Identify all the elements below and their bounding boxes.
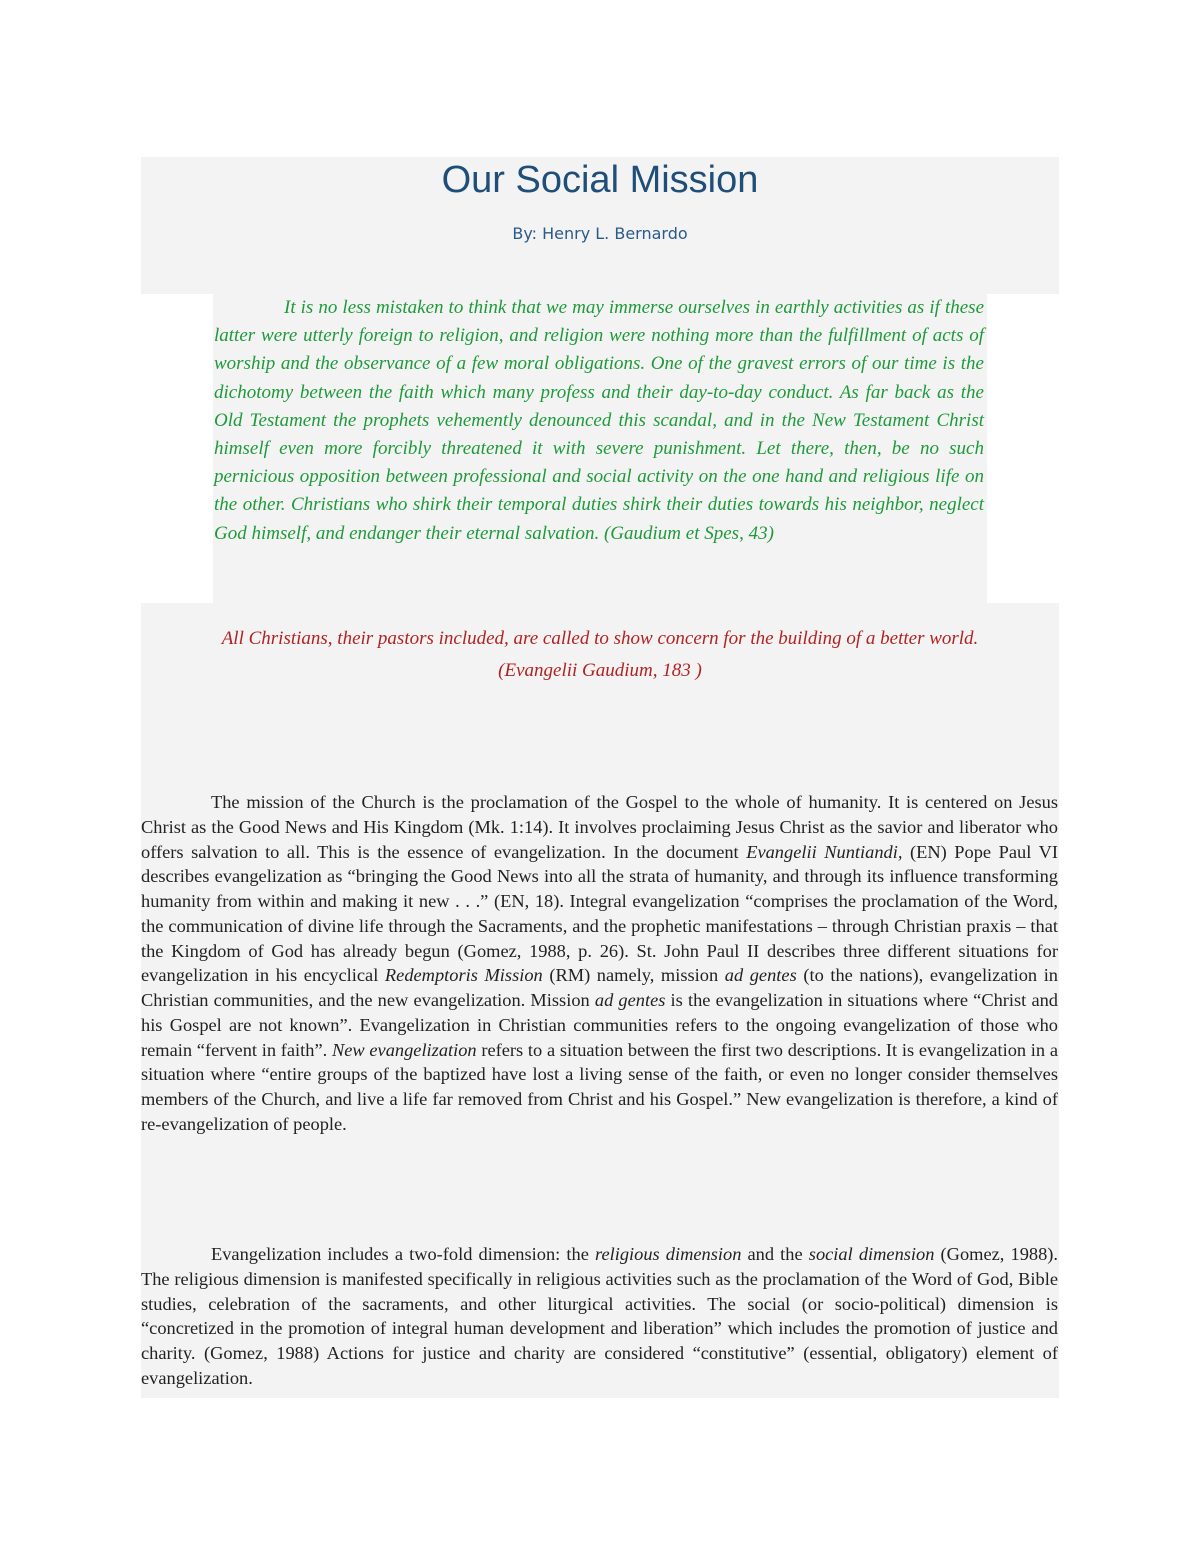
document-title: Our Social Mission [441,159,759,201]
text-run: The mission of the Church is the proclamation of the Gospel to the whole of humanity. It is centered on Jesus Christ as the Good News and His Kingdom (Mk. 1:14). It involves proclaiming Jesus Christ as the savior and liberator who offers salvation to all. This is the essence of evangelization. In the document [141,792,1058,862]
text-run: Evangelization includes a two-fold dimension: the [211,1244,595,1264]
text-run: (RM) namely, mission [542,965,725,986]
gaudium-et-spes-quote: It is no less mistaken to think that we may immerse ourselves in earthly activities as if these latter were utterly foreign to religion, and religion were nothing more than the fulfillment of acts of worship and the observance of a few moral obligations. One of the gravest errors of our time is the dichotomy between the faith which many profess and their day-to-day conduct. As far back as the Old Testament the prophets vehemently denounced this scandal, and in the New Testament Christ himself even more forcibly threatened it with severe punishment. Let there, then, be no such pernicious opposition between professional and social activity on the one hand and religious life on the other. Christians who shirk their temporal duties shirk their duties towards his neighbor, neglect God himself, and endanger their eternal salvation. (Gaudium et Spes, 43) [214,297,984,544]
italic-term-social-dimension: social dimension [808,1244,935,1264]
text-run: refers to a situation between the first two descriptions. It is evangelization in a situation where “entire groups of the baptized have lost a living sense of the faith, or even no longer consider themselves members of the Church, and live a life far removed from Christ and his Gospel.” New evangelization is therefore, a kind of re-evangelization of people. [141,1039,1058,1134]
italic-term-ad-gentes: ad gentes [594,990,666,1010]
evangelii-gaudium-quote-text: All Christians, their pastors included, are called to show concern for the building of a better world. [221,628,979,649]
italic-title-evangelii-nuntiandi: Evangelii Nuntiandi, [746,841,903,862]
text-run: is the evangelization in situations where “Christ and his Gospel are not known”. Evangelization in Christian communities refers to the ongoing evangelization of those who remain “fervent in faith”. [141,990,1058,1060]
text-run: and the [741,1244,809,1264]
italic-term-religious-dimension: religious dimension [594,1244,742,1264]
evangelii-gaudium-quote [141,623,1059,687]
italic-term-new-evangelization: New evangelization [331,1039,477,1060]
text-run: (EN) Pope Paul VI describes evangelization as “bringing the Good News into all the strata of humanity, and through its influence transforming humanity from within and making it new . . .” (EN, 18). Integral evangelization “comprises the proclamation of the Word, the communication of divine life through the Sacraments, and the prophetic manifestations – through Christian praxis – that the Kingdom of God has already begun (Gomez, 1988, p. 26). St. John Paul II describes three different situations for evangelization in his encyclical [141,841,1058,986]
author-byline: By: Henry L. Bernardo [512,224,688,243]
italic-title-redemptoris-mission: Redemptoris Mission [384,965,543,986]
body-paragraph-dimensions [141,1242,1058,1391]
italic-term-ad-gentes: ad gentes [724,965,797,986]
text-run: (Gomez, 1988). The religious dimension is manifested specifically in religious activities such as the proclamation of the Word of God, Bible studies, celebration of the sacraments, and other liturgical activities. The social (or socio-political) dimension is “concretized in the promotion of integral human development and liberation” which includes the promotion of justice and charity. (Gomez, 1988) Actions for justice and charity are considered “constitutive” (essential, obligatory) element of evangelization. [141,1244,1058,1388]
text-run: (to the nations), evangelization in Christian communities, and the new evangelization. Mission [141,965,1058,1010]
evangelii-gaudium-citation: (Evangelii Gaudium, 183 ) [498,660,702,681]
body-paragraph-mission [141,790,1058,1137]
